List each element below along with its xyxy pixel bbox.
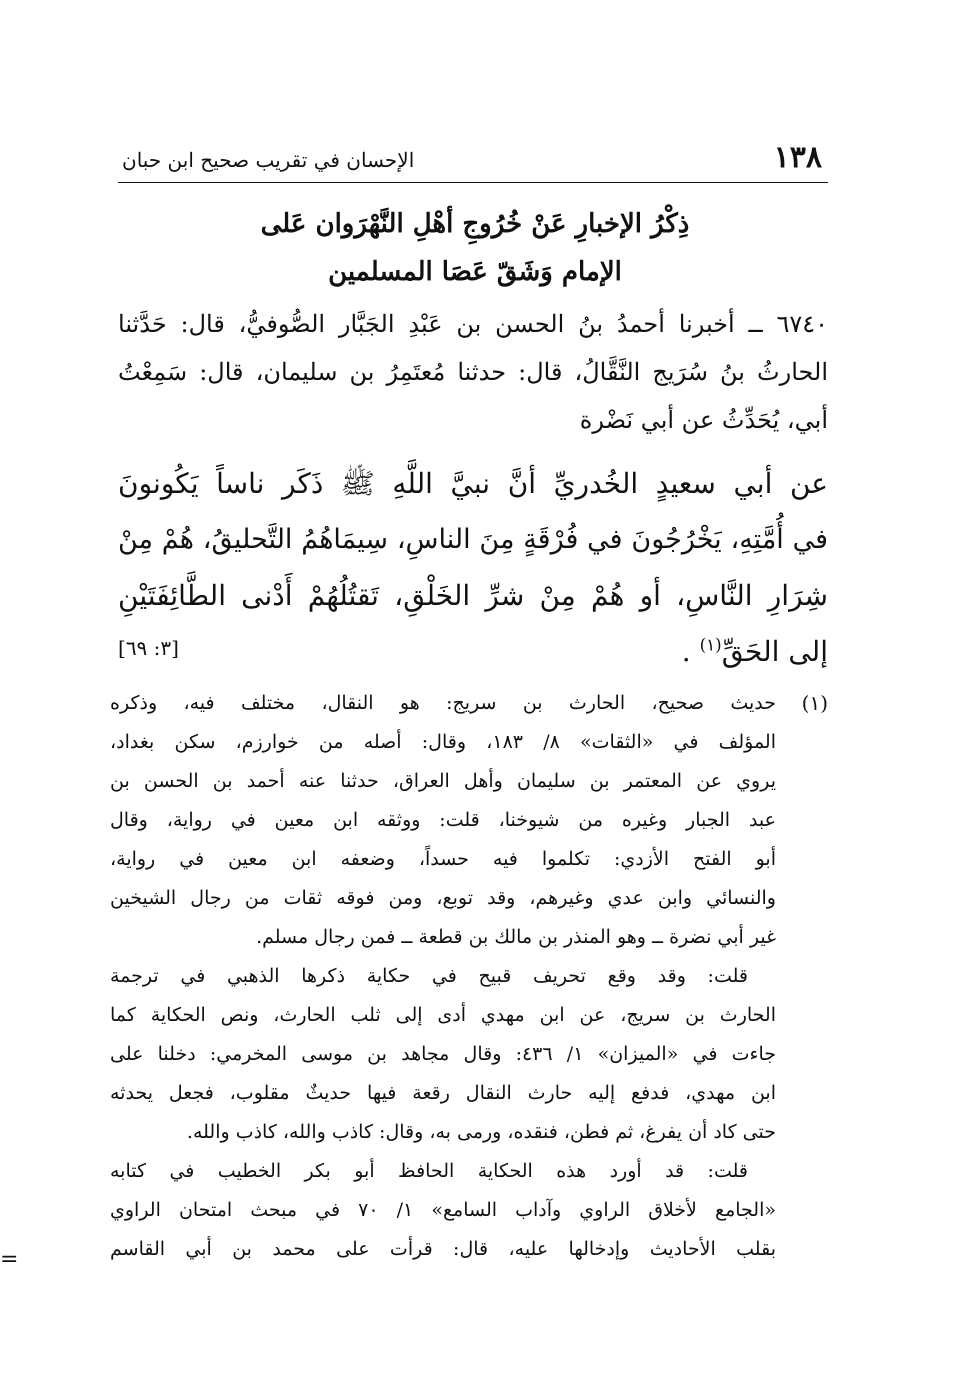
footnote-body <box>110 684 776 1269</box>
isnad-line: الحارثُ بنُ سُرَيج النَّقَّالُ، قال: حدثنا مُعتَمِرُ بن سليمان، قال: سَمِعْتُ <box>118 358 828 386</box>
matn-line-text: إلى الحَقِّ <box>721 635 828 668</box>
chapter-title-line: ذِكْرُ الإخبارِ عَنْ خُرُوجِ أهْلِ النَّهْرَوان عَلى <box>260 209 690 239</box>
continuation-mark: = <box>0 1247 19 1272</box>
matn-last-line <box>118 624 828 680</box>
footnote-line: غير أبي نضرة ــ وهو المنذر بن مالك بن قطعة ــ فمن رجال مسلم. <box>256 926 776 948</box>
isnad-line: ٦٧٤٠ ــ أخبرنا أحمدُ بنُ الحسن بن عَبْدِ الجَبَّار الصُّوفيُّ، قال: حَدَّثنا <box>118 310 829 338</box>
chapter-title-line: الإمام وَشَقّ عَصَا المسلمين <box>328 257 622 287</box>
footnote-line: حديث صحيح، الحارث بن سريج: هو النقال، مختلف فيه، وذكره <box>110 692 776 714</box>
footnote-line: جاءت في «الميزان» ١/ ٤٣٦: وقال مجاهد بن موسى المخرمي: دخلنا على <box>110 1043 776 1065</box>
hadith-isnad <box>118 300 828 444</box>
footnote-line: الحارث بن سريج، عن ابن مهدي أدى إلى ثلب الحارث، ونص الحكاية كما <box>110 1004 776 1026</box>
footnote-line: عبد الجبار وغيره من شيوخنا، قلت: ووثقه ابن معين في رواية، وقال <box>110 809 776 831</box>
page-header <box>118 138 828 183</box>
footnote-line: ابن مهدي، فدفع إليه حارث النقال رقعة فيها حديثٌ مقلوب، فجعل يحدثه <box>110 1082 776 1104</box>
matn-line: عن أبي سعيدٍ الخُدريِّ أنَّ نبيَّ اللَّهِ ﷺ ذَكَر ناساً يَكُونونَ <box>118 467 828 500</box>
footnotes <box>110 684 828 1269</box>
running-title: الإحسان في تقريب صحيح ابن حبان <box>122 148 415 172</box>
footnote-line: حتى كاد أن يفرغ، ثم فطن، فنقده، ورمى به، وقال: كاذب والله، كاذب والله. <box>186 1121 776 1143</box>
footnote-line: والنسائي وابن عدي وغيرهم، وقد توبع، ومن فوقه ثقات من رجال الشيخين <box>110 887 776 909</box>
matn-line: شِرَارِ النَّاسِ، أو هُمْ مِنْ شرِّ الخَلْقِ، تَقتُلُهُمْ أَدْنى الطَّائِفَتَيْنِ <box>118 579 828 612</box>
footnote-line: أبو الفتح الأزدي: تكلموا فيه حسداً، وضعفه ابن معين في رواية، <box>110 848 776 870</box>
matn-end-period: . <box>681 635 691 668</box>
source-reference: [٣: ٦٩] <box>118 636 179 660</box>
footnote-line: «الجامع لأخلاق الراوي وآداب السامع» ١/ ٧٠ في مبحث امتحان الراوي <box>110 1199 776 1221</box>
isnad-line: أبي، يُحَدِّثُ عن أبي نَضْرة <box>579 406 828 434</box>
footnote-line: قلت: قد أورد هذه الحكاية الحافظ أبو بكر الخطيب في كتابه <box>110 1160 748 1182</box>
footnote-line: بقلب الأحاديث وإدخالها عليه، قال: قرأت على محمد بن أبي القاسم <box>110 1238 776 1260</box>
page-number: ١٣٨ <box>773 140 822 175</box>
matn-line: في أُمَّتِهِ، يَخْرُجُونَ في فُرْقَةٍ مِنَ الناسِ، سِيمَاهُمُ التَّحليقُ، هُمْ مِنْ <box>118 524 828 555</box>
footnote-line: يروي عن المعتمر بن سليمان وأهل العراق، حدثنا عنه أحمد بن الحسن بن <box>110 770 776 792</box>
footnote-reference[interactable]: (١) <box>699 634 722 655</box>
footnote-marker: (١) <box>801 691 828 715</box>
footnote-line: المؤلف في «الثقات» ٨/ ١٨٣، وقال: أصله من خوارزم، سكن بغداد، <box>110 731 777 753</box>
chapter-title <box>150 200 800 296</box>
footnote-line: قلت: وقد وقع تحريف قبيح في حكاية ذكرها الذهبي في ترجمة <box>110 965 748 987</box>
hadith-matn <box>118 456 828 680</box>
